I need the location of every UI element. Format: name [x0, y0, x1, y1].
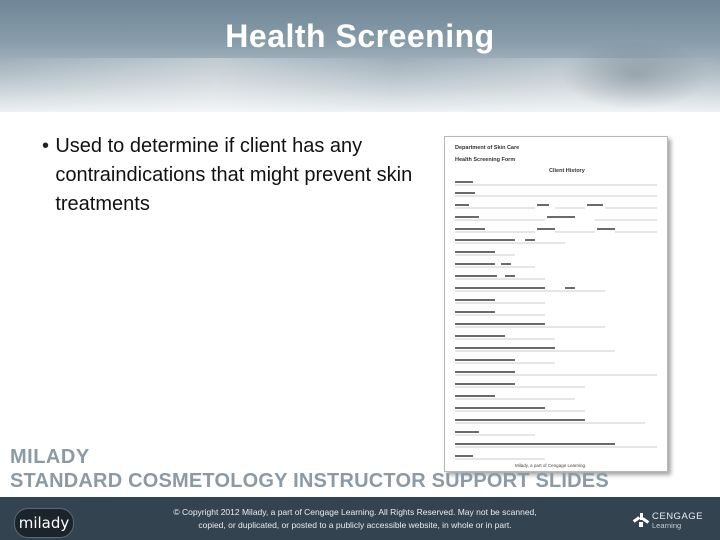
- brand-series-title: STANDARD COSMETOLOGY INSTRUCTOR SUPPORT SLIDES: [10, 470, 609, 492]
- copyright-line-2: copied, or duplicated, or posted to a publicly accessible website, in whole or in part.: [198, 520, 512, 530]
- form-org-label: Department of Skin Care: [455, 145, 520, 151]
- health-screening-form-image: [444, 136, 668, 472]
- bullet-marker: •: [42, 135, 50, 157]
- form-name-label: Health Screening Form: [455, 157, 516, 163]
- slide-title: Health Screening: [225, 18, 495, 54]
- copyright-line-1: © Copyright 2012 Milady, a part of Cengage Learning. All Rights Reserved. May not be scanned,: [173, 507, 537, 517]
- cengage-subword: Learning: [652, 521, 682, 530]
- bullet-text: Used to determine if client has any contraindications that might prevent skin treatments: [55, 135, 413, 215]
- brand-milady: MILADY: [10, 446, 90, 468]
- form-footer-text: Milady, a part of Cengage Learning.: [515, 463, 587, 468]
- cengage-mark-icon: [632, 511, 650, 529]
- cengage-logo: [632, 509, 712, 531]
- bullet-list: [42, 132, 422, 219]
- milady-logo: milady: [14, 508, 74, 538]
- form-field-lines: [445, 137, 667, 471]
- form-subtitle: Client History: [549, 168, 585, 174]
- slide-header: [0, 0, 720, 112]
- cengage-wordmark: CENGAGE: [652, 511, 704, 522]
- copyright-notice: [150, 506, 560, 532]
